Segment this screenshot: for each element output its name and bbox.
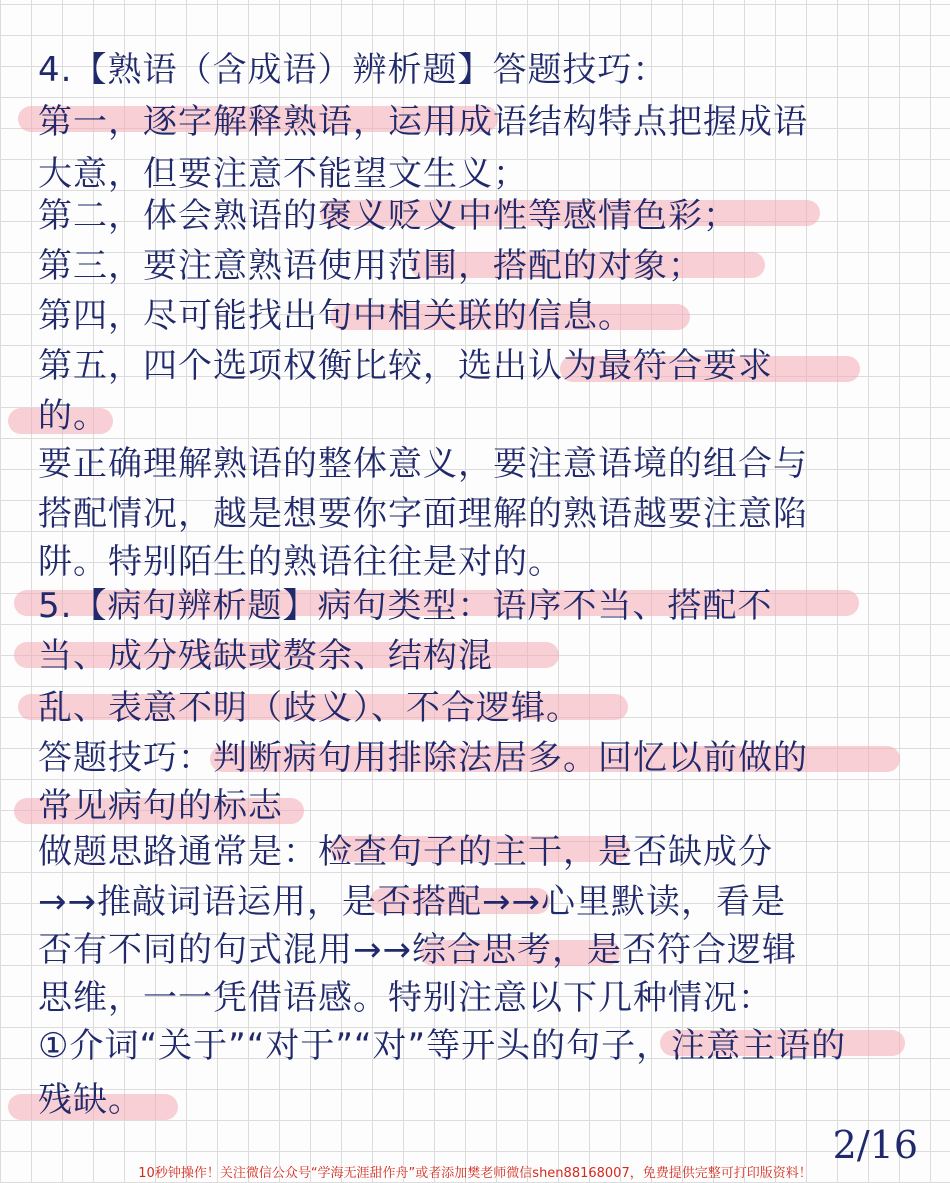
page-number: 2/16 <box>832 1123 918 1167</box>
footer-notice: 10秒钟操作！关注微信公众号“学海无涯甜作舟”或者添加樊老师微信shen88168007，免费提供完整可打印版资料！ <box>138 1166 812 1181</box>
note-line: →→推敲词语运用，是否搭配→→心里默读，看是 <box>38 882 786 922</box>
note-line: 的。 <box>38 396 108 436</box>
note-line: 答题技巧：判断病句用排除法居多。回忆以前做的 <box>38 738 808 778</box>
note-line: ①介词“关于”“对于”“对”等开头的句子，注意主语的 <box>38 1026 847 1066</box>
note-line: 做题思路通常是：检查句子的主干，是否缺成分 <box>38 832 773 872</box>
note-line: 常见病句的标志 <box>38 786 283 826</box>
note-line: 否有不同的句式混用→→综合思考，是否符合逻辑 <box>38 930 797 970</box>
note-line: 当、成分残缺或赘余、结构混 <box>38 636 493 676</box>
note-line: 第五，四个选项权衡比较，选出认为最符合要求 <box>38 346 773 386</box>
note-line: 阱。特别陌生的熟语往往是对的。 <box>38 542 563 582</box>
note-line: 搭配情况，越是想要你字面理解的熟语越要注意陷 <box>38 494 808 534</box>
note-line: 思维，一一凭借语感。特别注意以下几种情况： <box>38 978 773 1018</box>
note-line: 残缺。 <box>38 1080 143 1120</box>
heading-sentence-errors: 5.【病句辨析题】病句类型：语序不当、搭配不 <box>38 586 773 626</box>
note-line: 第二，体会熟语的褒义贬义中性等感情色彩； <box>38 196 738 236</box>
heading-idiom-analysis: 4.【熟语（含成语）辨析题】答题技巧： <box>38 50 668 90</box>
note-line: 大意，但要注意不能望文生义； <box>38 154 528 194</box>
note-line: 第三，要注意熟语使用范围，搭配的对象； <box>38 246 703 286</box>
note-line: 第四，尽可能找出句中相关联的信息。 <box>38 296 633 336</box>
note-line: 第一，逐字解释熟语，运用成语结构特点把握成语 <box>38 102 808 142</box>
note-line: 要正确理解熟语的整体意义，要注意语境的组合与 <box>38 444 808 484</box>
note-line: 乱、表意不明（歧义）、不合逻辑。 <box>38 688 581 728</box>
